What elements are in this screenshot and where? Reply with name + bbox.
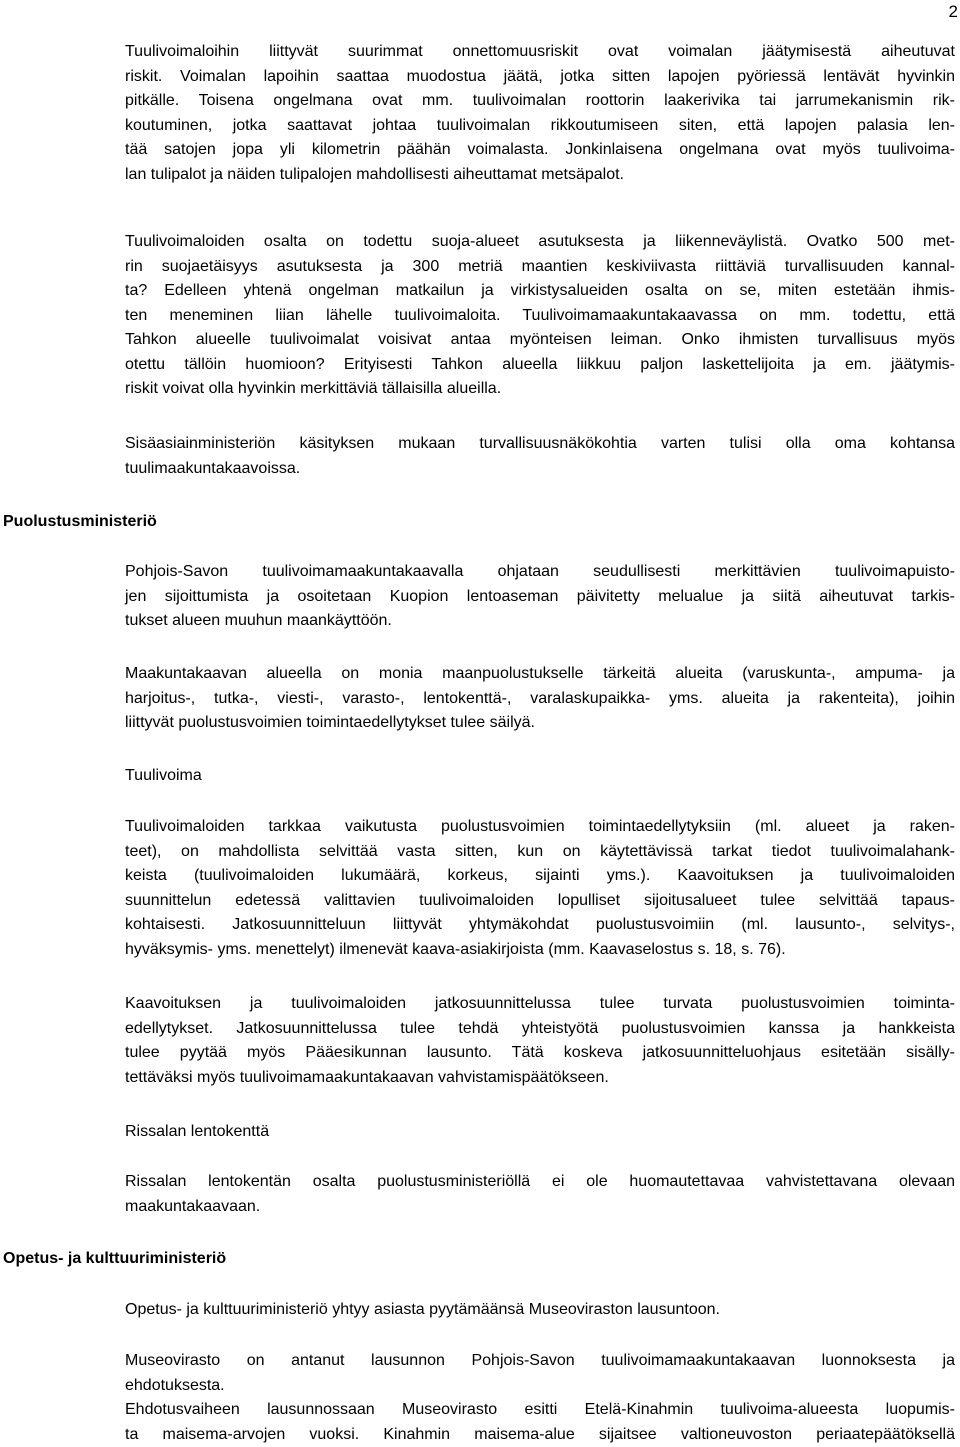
paragraph-further-planning xyxy=(125,992,955,1090)
text-line: keista (tuulivoimaloiden lukumäärä, korkeus, sijainti yms.). Kaavoituksen ja tuulivoimaloiden xyxy=(125,867,955,884)
text-line: tettäväksi myös tuulivoimamaakuntakaavan vahvistamispäätökseen. xyxy=(125,1068,609,1086)
section-label-opetus-ja-kulttuuriministerio: Opetus- ja kulttuuriministeriö xyxy=(3,1250,227,1267)
subheading-rissalan-lentokentta xyxy=(125,1120,955,1145)
text-line: tulee pyytää myös Pääesikunnan lausunto. Tätä koskeva jatkosuunnitteluohjaus esitetään sisälly- xyxy=(125,1044,955,1061)
text-line: Tuulivoima xyxy=(125,767,202,784)
text-line: tää satojen jopa yli kilometrin päähän voimalasta. Jonkinlaisena ongelmana ovat myös tuulivoima- xyxy=(125,141,955,158)
text-line: Tahkon alueelle tuulivoimalat voisivat antaa myönteisen leiman. Onko ihmisten turvallisuus myös xyxy=(125,331,955,348)
paragraph-wind-impact xyxy=(125,815,955,962)
text-line: riskit. Voimalan lapoihin saattaa muodostua jäätä, jotka sitten lapojen pyöriessä lentävät hyvinkin xyxy=(125,67,955,85)
text-line: lan tulipalot ja näiden tulipalojen mahdollisesti aiheuttamat metsäpalot. xyxy=(125,165,624,183)
text-line: otettu tällöin huomioon? Erityisesti Tahkon alueella liikkuu paljon laskettelijoita ja em. jäätymis- xyxy=(125,355,955,373)
text-line: tukset alueen muuhun maankäyttöön. xyxy=(125,612,392,629)
text-line: edellytykset. Jatkosuunnittelussa tulee tehdä yhteistyötä puolustusvoimien kanssa ja hankkeista xyxy=(125,1019,955,1037)
text-line: Tuulivoimaloiden osalta on todettu suoja-alueet asutuksesta ja liikenneväylistä. Ovatko 500 met- xyxy=(125,233,955,250)
text-line: riskit voivat olla hyvinkin merkittäviä tällaisilla alueilla. xyxy=(125,380,502,397)
text-line: Opetus- ja kulttuuriministeriö yhtyy asiasta pyytämäänsä Museoviraston lausuntoon. xyxy=(125,1301,720,1318)
paragraph-defence-areas xyxy=(125,662,955,736)
text-line: ehdotuksesta. xyxy=(125,1376,225,1394)
text-line: jen sijoittumista ja osoitetaan Kuopion lentoaseman päivitetty melualue ja siitä aiheutuvat tarkis- xyxy=(125,587,955,605)
text-line: Sisäasiainministeriön käsityksen mukaan turvallisuusnäkökohtia varten tulisi olla oma kohtansa xyxy=(125,435,955,452)
text-line: Tuulivoimaloiden tarkkaa vaikutusta puolustusvoimien toimintaedellytyksiin (ml. alueet ja raken- xyxy=(125,818,955,835)
text-line: koutuminen, jotka saattavat johtaa tuulivoimalan rikkoutumiseen siten, että lapojen palasia len- xyxy=(125,116,955,134)
text-line: ta maisema-arvojen vuoksi. Kinahmin maisema-alue sijaitsee valtioneuvoston periaatepäätöksellä xyxy=(125,1425,955,1443)
text-line: pitkälle. Toisena ongelmana ovat mm. tuulivoimalan roottorin laakerivika tai jarrumekanismin rik- xyxy=(125,92,955,109)
page-number: 2 xyxy=(948,2,958,21)
text-line: kohtaisesti. Jatkosuunnitteluun liittyvät yhtymäkohdat puolustusvoimiin (ml. lausunto-, selvitys-, xyxy=(125,916,955,933)
paragraph-kinahmi xyxy=(125,1398,955,1447)
text-line: harjoitus-, tutka-, viesti-, varasto-, lentokenttä-, varalaskupaikka- yms. alueita ja rakenteita), joihin xyxy=(125,689,955,707)
text-line: liittyvät puolustusvoimien toimintaedellytykset tulee säilyä. xyxy=(125,714,535,731)
text-line: Kaavoituksen ja tuulivoimaloiden jatkosuunnittelussa tulee turvata puolustusvoimien toiminta- xyxy=(125,995,955,1012)
paragraph-safety-zones xyxy=(125,230,955,402)
text-line: Rissalan lentokenttä xyxy=(125,1123,270,1140)
paragraph-education-ministry xyxy=(125,1298,955,1323)
text-line: Museovirasto on antanut lausunnon Pohjois-Savon tuulivoimamaakuntakaavan luonnoksesta ja xyxy=(125,1352,955,1369)
text-line: Ehdotusvaiheen lausunnossaan Museovirasto esitti Etelä-Kinahmin tuulivoima-alueesta luopumis- xyxy=(125,1401,955,1418)
text-line: ten meneminen liian lähelle tuulivoimaloita. Tuulivoimamaakuntakaavassa on mm. todettu, että xyxy=(125,306,955,324)
text-line: ta? Edelleen yhtenä ongelman matkailun ja virkistysalueiden osalta on se, miten estetään ihmis- xyxy=(125,282,955,299)
text-line: suunnittelun edetessä valittavien tuulivoimaloiden lopulliset sijoitusalueet tulee selvittää tapaus- xyxy=(125,891,955,909)
text-line: Rissalan lentokentän osalta puolustusministeriöllä ei ole huomautettavaa vahvistettavana olevaan xyxy=(125,1173,955,1190)
paragraph-regional-plan xyxy=(125,560,955,634)
text-line: tuulimaakuntakaavoissa. xyxy=(125,459,301,477)
text-line: Pohjois-Savon tuulivoimamaakuntakaavalla ohjataan seudullisesti merkittävien tuulivoimapuisto- xyxy=(125,563,955,580)
paragraph-rissala xyxy=(125,1170,955,1219)
paragraph-museovirasto xyxy=(125,1349,955,1398)
paragraph-risks xyxy=(125,40,955,187)
text-line: hyväksymis- yms. menettelyt) ilmenevät kaava-asiakirjoista (mm. Kaavaselostus s. 18, s. 76). xyxy=(125,940,786,958)
subheading-tuulivoima xyxy=(125,764,955,789)
text-line: teet), on mahdollista selvittää vasta sitten, kun on käytettävissä tarkat tiedot tuulivoimalahank- xyxy=(125,842,955,860)
text-line: rin suojaetäisyys asutuksesta ja 300 metriä maantien keskiviivasta riittäviä turvallisuuden kannal- xyxy=(125,257,955,275)
text-line: maakuntakaavaan. xyxy=(125,1197,261,1215)
text-line: Tuulivoimaloihin liittyvät suurimmat onnettomuusriskit ovat voimalan jäätymisestä aiheutuvat xyxy=(125,43,955,60)
section-label-puolustusministerio: Puolustusministeriö xyxy=(3,513,157,530)
paragraph-interior-ministry xyxy=(125,432,955,481)
text-line: Maakuntakaavan alueella on monia maanpuolustukselle tärkeitä alueita (varuskunta-, ampuma- ja xyxy=(125,665,955,682)
